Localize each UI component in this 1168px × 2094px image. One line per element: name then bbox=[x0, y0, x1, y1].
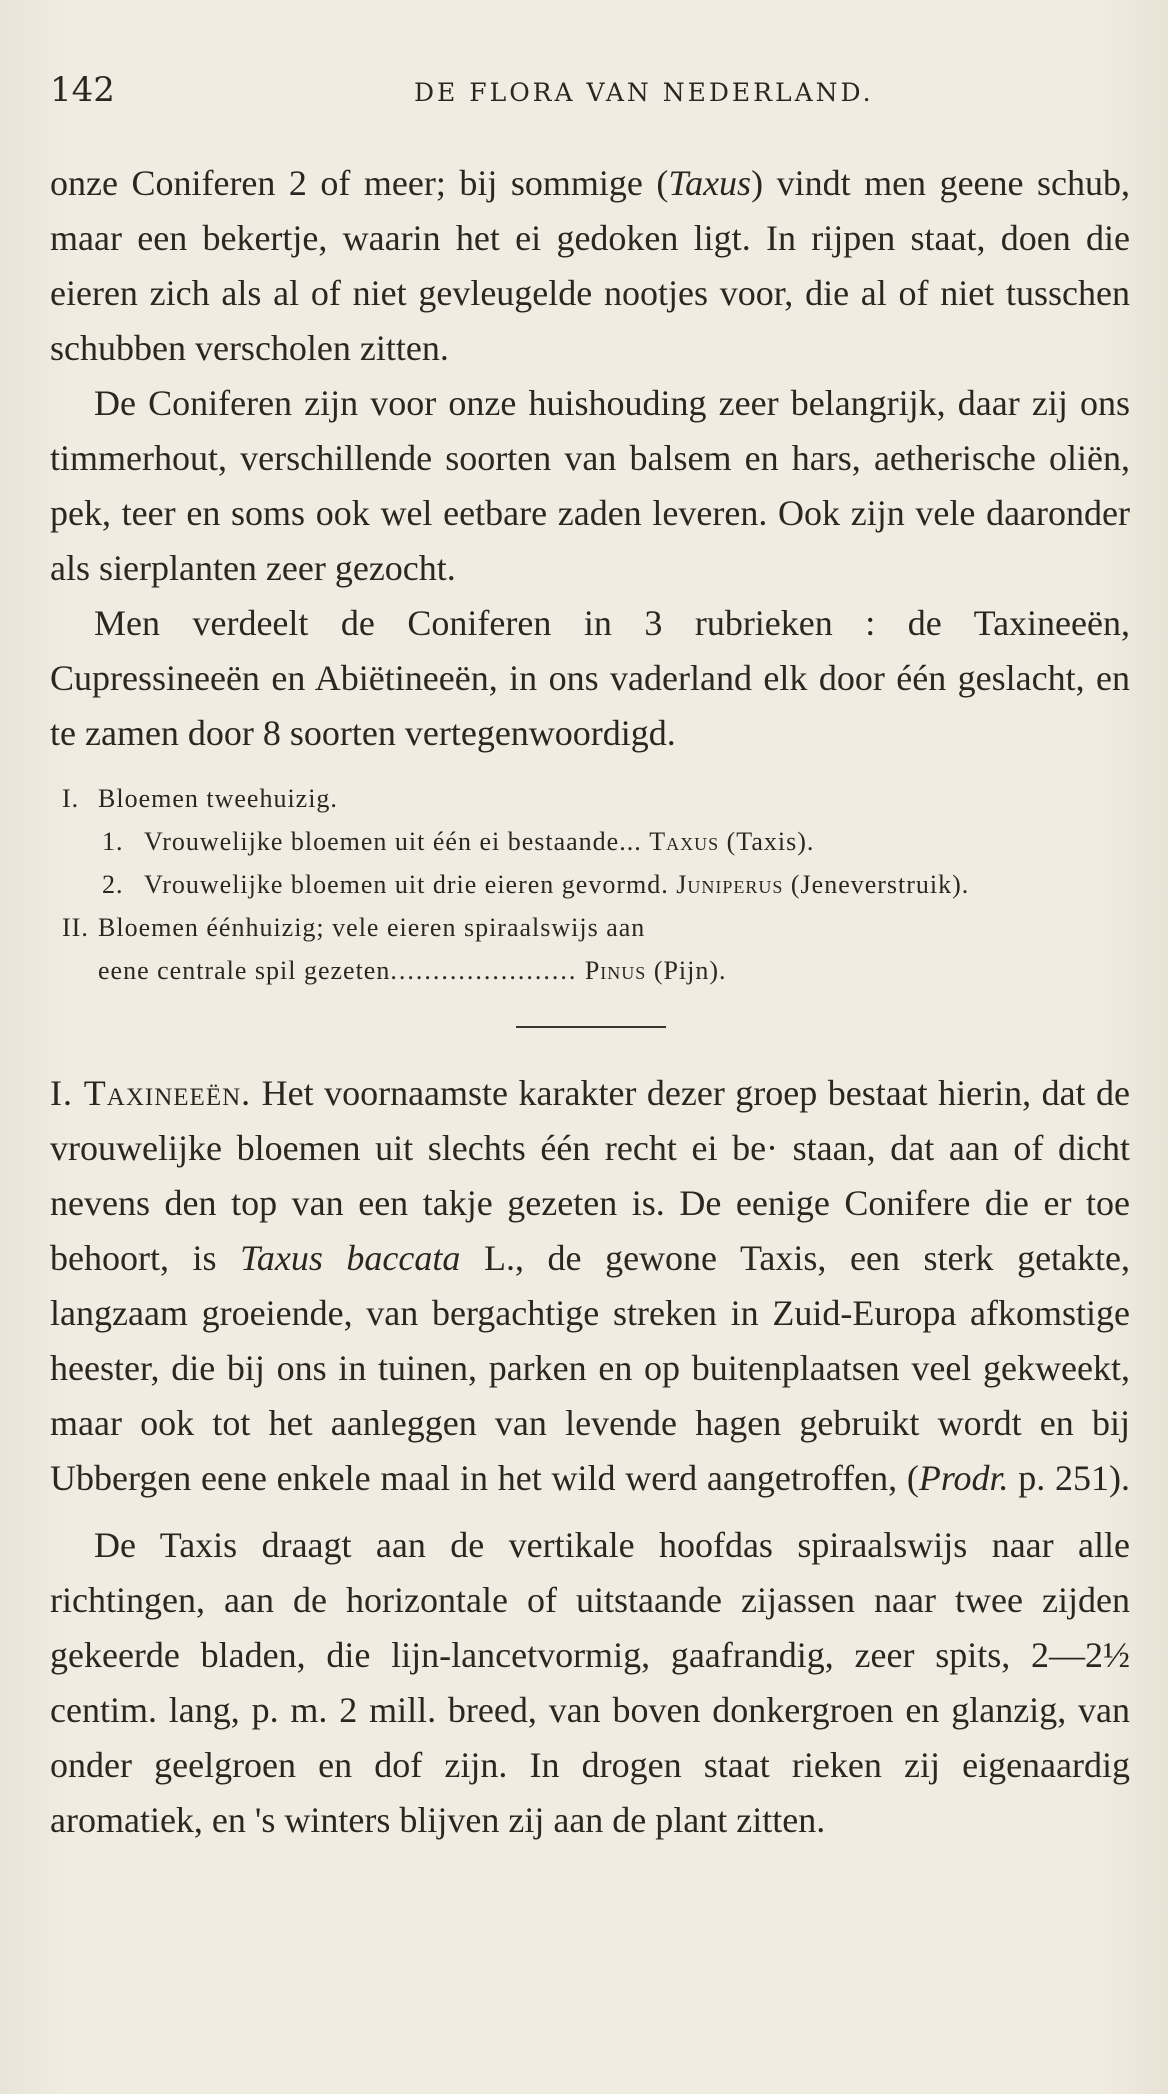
key-common-name: (Taxis). bbox=[726, 827, 815, 856]
key-number: I. bbox=[62, 784, 80, 813]
key-common-name: (Pijn). bbox=[653, 956, 727, 985]
section-divider bbox=[516, 1026, 666, 1028]
key-text: Bloemen tweehuizig. bbox=[98, 784, 338, 813]
reference-abbrev: Prodr. bbox=[918, 1458, 1009, 1498]
key-text: Vrouwelijke bloemen uit één ei bestaande... bbox=[144, 827, 642, 856]
key-genus: Juniperus bbox=[676, 870, 784, 899]
key-leader-dots: ...................... bbox=[390, 956, 578, 985]
gap bbox=[50, 1506, 1130, 1518]
running-title: DE FLORA VAN NEDERLAND. bbox=[414, 78, 874, 107]
paragraph-1-genus: Taxus bbox=[668, 163, 752, 203]
key-entry-i bbox=[50, 777, 1130, 820]
key-entry-ii bbox=[50, 906, 1130, 949]
key-number: II. bbox=[62, 913, 89, 942]
species-name: Taxus baccata bbox=[240, 1238, 461, 1278]
section-heading: I. Taxineeën. bbox=[50, 1073, 252, 1113]
key-entry-ii-continued bbox=[50, 949, 1130, 992]
paragraph-4-text-c: p. 251). bbox=[1018, 1458, 1130, 1498]
key-genus: Pinus bbox=[584, 956, 647, 985]
paragraph-4 bbox=[50, 1066, 1130, 1506]
paragraph-1 bbox=[50, 156, 1130, 376]
running-head bbox=[50, 70, 1130, 110]
page-number: 142 bbox=[50, 70, 115, 110]
key-text: Bloemen éénhuizig; vele eieren spiraalswijs aan bbox=[98, 913, 646, 942]
paragraph-2: De Coniferen zijn voor onze huishouding zeer belangrijk, daar zij ons timmerhout, verschillende soorten van balsem en hars, aetherische oliën, pek, teer en soms ook wel eetbare zaden leveren. Ook zijn vele daaronder als sierplanten zeer gezocht. bbox=[50, 383, 1130, 588]
identification-key bbox=[50, 777, 1130, 992]
paragraph-4-text-b: L., de gewone Taxis, een sterk getakte, langzaam groeiende, van bergachtige streken in Zuid-Europa afkomstige heester, die bij ons in tuinen, parken en op buitenplaatsen veel gekweekt, maar ook tot het aanleggen van levende hagen gebruikt wordt en bij Ubbergen eene enkele maal in het wild werd aangetroffen, ( bbox=[50, 1238, 1131, 1498]
paragraph-3: Men verdeelt de Coniferen in 3 rubrieken : de Taxineeën, Cupressineeën en Abiëtineeën, in ons vaderland elk door één geslacht, en te zamen door 8 soorten vertegenwoordigd. bbox=[50, 603, 1130, 753]
key-number: 1. bbox=[102, 827, 124, 856]
key-number: 2. bbox=[102, 870, 124, 899]
key-genus: Taxus bbox=[649, 827, 720, 856]
paragraph-4-text-a: Het voornaamste karakter dezer groep bestaat hierin, dat de vrouwelijke bloemen uit slechts één recht ei be· staan, dat aan of dicht nevens den top van een takje gezeten is. De eenige Conifere die er toe behoort, is bbox=[50, 1073, 1131, 1278]
key-entry-i-1 bbox=[50, 820, 1130, 863]
key-text: Vrouwelijke bloemen uit drie eieren gevormd. bbox=[144, 870, 669, 899]
key-text: eene centrale spil gezeten bbox=[98, 956, 391, 985]
paragraph-1-text-b: ) vindt men geene schub, maar een bekertje, waarin het ei gedoken ligt. In rijpen staat, doen die eieren zich als al of niet gevleugelde nootjes voor, die al of niet tusschen schubben verscholen zitten. bbox=[50, 163, 1130, 368]
key-common-name: (Jeneverstruik). bbox=[790, 870, 970, 899]
key-entry-i-2 bbox=[50, 863, 1130, 906]
paragraph-1-text-a: onze Coniferen 2 of meer; bij sommige ( bbox=[50, 163, 669, 203]
paragraph-5: De Taxis draagt aan de vertikale hoofdas spiraalswijs naar alle richtingen, aan de horizontale of uitstaande zijassen naar twee zijden gekeerde bladen, die lijn-lancetvormig, gaafrandig, zeer spits, 2—2½ centim. lang, p. m. 2 mill. breed, van boven donkergroen en glanzig, van onder geelgroen en dof zijn. In drogen staat rieken zij eigenaardig aromatiek, en 's winters blijven zij aan de plant zitten. bbox=[50, 1525, 1130, 1840]
